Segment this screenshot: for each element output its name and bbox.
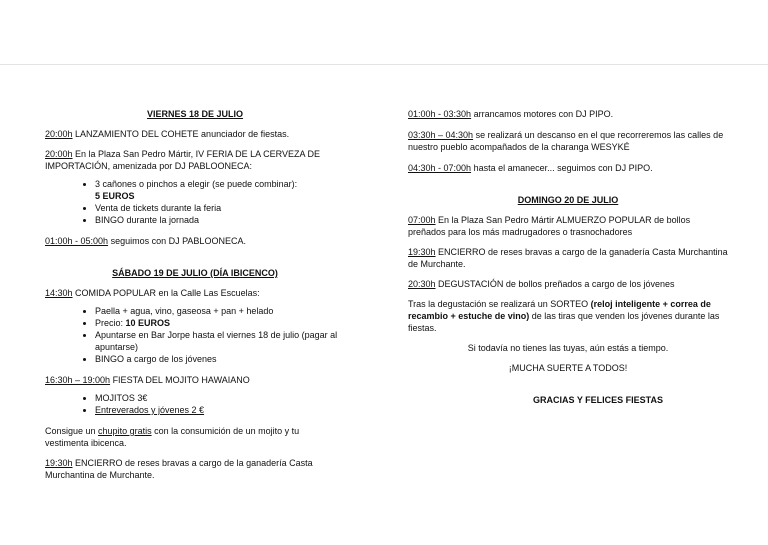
top-bar — [0, 0, 768, 65]
event-saturday-bulls — [45, 457, 345, 481]
event-sunday-breakfast — [408, 214, 728, 238]
list-item — [95, 317, 345, 329]
event-night-dj-pipo — [408, 108, 728, 120]
list-item: • BINGO a cargo de los jóvenes — [95, 353, 345, 365]
chupito-note — [45, 425, 345, 449]
list-item: • Venta de tickets durante la feria — [95, 202, 345, 214]
event-friday-dj — [45, 235, 345, 247]
spacer — [408, 182, 728, 194]
event-text: seguimos con DJ PABLOONECA. — [108, 236, 246, 246]
mojito-list — [45, 392, 345, 416]
event-time: 01:00h - 03:30h — [408, 109, 472, 119]
list-item: • Apuntarse en Bar Jorpe hasta el viernes 18 de julio (pagar al apuntarse) — [95, 329, 345, 353]
event-sunday-tasting — [408, 278, 728, 290]
event-text: ENCIERRO de reses bravas a cargo de la ganadería Casta Murchantina de Murchante. — [408, 247, 728, 269]
saturday-heading: SÁBADO 19 DE JULIO (DÍA IBICENCO) — [112, 268, 278, 278]
price: 5 EUROS — [95, 191, 135, 201]
event-text: FIESTA DEL MOJITO HAWAIANO — [110, 375, 250, 385]
raffle-note — [408, 298, 728, 334]
friday-heading: VIERNES 18 DE JULIO — [146, 109, 244, 119]
event-text: COMIDA POPULAR en la Calle Las Escuelas: — [72, 288, 260, 298]
event-sunday-bulls — [408, 246, 728, 270]
event-time: 20:00h — [45, 129, 73, 139]
event-friday-rocket — [45, 128, 345, 140]
good-luck-note: ¡MUCHA SUERTE A TODOS! — [508, 363, 628, 373]
beer-fair-list — [45, 178, 345, 226]
list-item-text: 3 cañones o pinchos a elegir (se puede combinar): — [95, 179, 298, 189]
event-time: 19:30h — [408, 247, 436, 257]
event-time: 07:00h — [408, 215, 436, 225]
event-saturday-meal — [45, 287, 345, 299]
event-night-charanga — [408, 129, 728, 153]
right-column — [408, 108, 728, 414]
event-time: 03:30h – 04:30h — [408, 130, 474, 140]
raffle-prize: (reloj inteligente + correa de recambio + estuche de vino) — [408, 299, 711, 321]
price: 10 EUROS — [125, 318, 171, 328]
spacer — [45, 255, 345, 267]
free-shot: chupito gratis — [98, 426, 152, 436]
note-text: Consigue un — [45, 426, 99, 436]
event-time: 19:30h — [45, 458, 73, 468]
left-column — [45, 108, 345, 489]
list-item: • Paella + agua, vino, gaseosa + pan + helado — [95, 305, 345, 317]
meal-list — [45, 305, 345, 365]
list-item — [95, 178, 345, 202]
list-item-text: Precio: — [95, 318, 126, 328]
event-time: 01:00h - 05:00h — [45, 236, 109, 246]
list-item: • MOJITOS 3€ — [95, 392, 345, 404]
event-saturday-mojito — [45, 374, 345, 386]
event-time: 16:30h – 19:00h — [45, 375, 111, 385]
still-time-note: Si todavía no tienes las tuyas, aún estás a tiempo. — [467, 343, 669, 353]
event-time: 20:00h — [45, 149, 73, 159]
note-text: Tras la degustación se realizará un SORTEO — [408, 299, 591, 309]
event-friday-beer-fair — [45, 148, 345, 172]
event-text: En la Plaza San Pedro Mártir, IV FERIA DE LA CERVEZA DE IMPORTACIÓN, amenizada por DJ PABLOONECA: — [45, 149, 320, 171]
event-time: 20:30h — [408, 279, 436, 289]
list-item: • Entreverados y jóvenes 2 € — [95, 404, 345, 416]
event-time: 04:30h - 07:00h — [408, 163, 472, 173]
event-text: arrancamos motores con DJ PIPO. — [471, 109, 614, 119]
event-text: hasta el amanecer... seguimos con DJ PIPO. — [471, 163, 653, 173]
event-text: En la Plaza San Pedro Mártir ALMUERZO POPULAR de bollos preñados para los más madrugadores o trasnochadores — [408, 215, 691, 237]
sunday-heading: DOMINGO 20 DE JULIO — [517, 195, 619, 205]
note-text: de las tiras que venden los jóvenes durante las fiestas. — [408, 311, 720, 333]
event-text: LANZAMIENTO DEL COHETE anunciador de fiestas. — [72, 129, 290, 139]
event-time: 14:30h — [45, 288, 73, 298]
event-text: ENCIERRO de reses bravas a cargo de la ganadería Casta Murchantina de Murchante. — [45, 458, 313, 480]
list-item: • BINGO durante la jornada — [95, 214, 345, 226]
note-text: con la consumición de un mojito y tu vestimenta ibicenca. — [45, 426, 300, 448]
thanks-note: GRACIAS Y FELICES FIESTAS — [532, 395, 664, 405]
event-night-dawn — [408, 162, 728, 174]
event-text: se realizará un descanso en el que recorreremos las calles de nuestro pueblo acompañados de la charanga WESYKÉ — [408, 130, 724, 152]
event-text: DEGUSTACIÓN de bollos preñados a cargo de los jóvenes — [435, 279, 675, 289]
